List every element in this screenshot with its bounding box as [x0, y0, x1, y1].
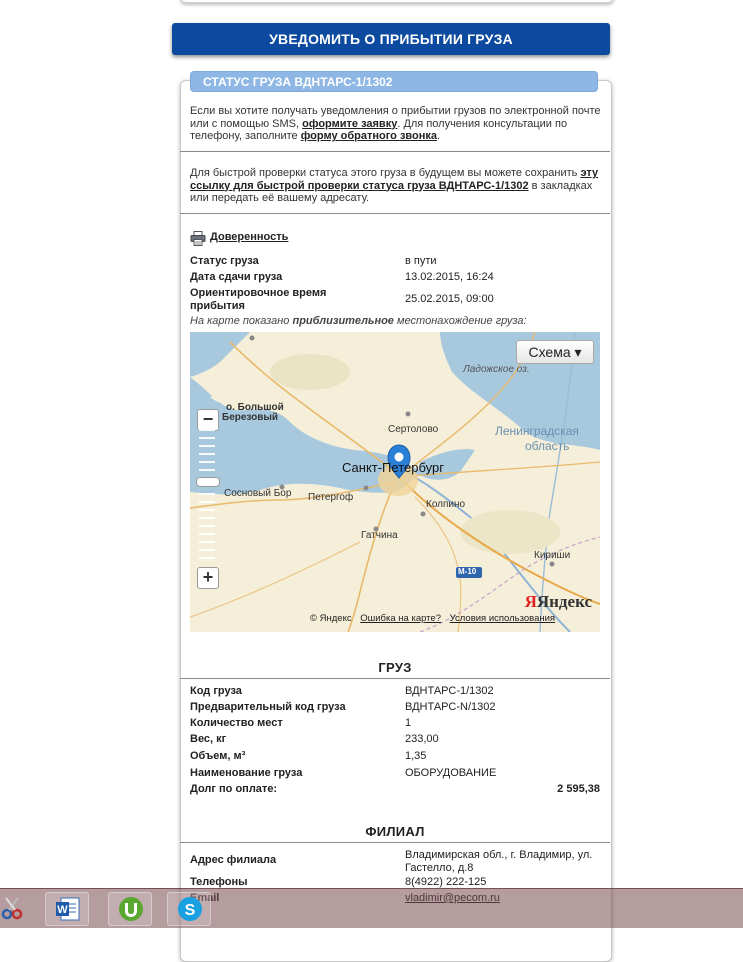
taskbar-skype[interactable] [167, 892, 211, 926]
prelim-code-label: Предварительный код груза [190, 701, 346, 713]
map-label-berezovy: Березовый [222, 412, 279, 423]
os-taskbar [0, 888, 743, 928]
volume-label: Объем, м³ [190, 750, 246, 762]
zoom-slider-track[interactable] [199, 429, 215, 567]
map-copyright: © Яндекс [310, 613, 352, 624]
map-label-sertolovo: Сертолово [388, 424, 439, 435]
map-canvas [190, 332, 600, 632]
map-label-kolpino: Колпино [426, 499, 466, 510]
map-note [190, 315, 527, 328]
quick-text-part: в закладках или передать её вашему адресату. [190, 179, 593, 204]
divider [180, 842, 610, 843]
divider [180, 213, 610, 214]
intro-text-part: Если вы хотите получать уведомления о прибытии грузов по электронной почте или с помощью SMS, [190, 105, 601, 130]
volume-value: 1,35 [405, 750, 427, 762]
places-count-value: 1 [405, 717, 412, 729]
scissors-icon [0, 895, 25, 921]
zoom-in-button[interactable]: + [197, 567, 219, 589]
map-label-kirishi: Кириши [534, 550, 571, 561]
prelim-code-value: ВДНТАРС-N/1302 [405, 701, 496, 713]
taskbar-snipping-tool[interactable] [0, 892, 34, 926]
zoom-out-button[interactable]: − [197, 409, 219, 431]
svg-text:S: S [184, 902, 196, 919]
map-error-link[interactable]: Ошибка на карте? [360, 613, 441, 624]
map-label-petergof: Петергоф [308, 492, 354, 503]
intro-text-part: . [437, 130, 441, 142]
callback-form-link[interactable]: форму обратного звонка [300, 130, 438, 142]
notification-intro-text [190, 105, 602, 143]
taskbar-utorrent[interactable] [108, 892, 152, 926]
map-note-part: На карте показано [190, 315, 290, 327]
apply-request-link[interactable]: оформите заявку [302, 117, 398, 130]
quick-check-link[interactable]: эту ссылку для быстрой проверки статуса груза ВДНТАРС-1/1302 [190, 167, 599, 192]
quick-check-text [190, 167, 602, 205]
branch-address-label: Адрес филиала [190, 854, 277, 866]
weight-label: Вес, кг [190, 733, 227, 745]
handover-date-label: Дата сдачи груза [190, 271, 283, 283]
map-label-sosnovy-bor: Сосновый Бор [224, 488, 292, 499]
cargo-code-value: ВДНТАРС-1/1302 [405, 685, 494, 697]
eta-value: 25.02.2015, 09:00 [405, 293, 494, 305]
cargo-location-map[interactable] [190, 332, 600, 632]
map-note-bold: приблизительное [292, 315, 394, 327]
phones-value: 8(4922) 222-125 [405, 876, 487, 888]
weight-value: 233,00 [405, 733, 439, 745]
map-note-part: местонахождение груза: [397, 315, 527, 327]
power-of-attorney-link[interactable]: Доверенность [210, 231, 289, 243]
cargo-name-value: ОБОРУДОВАНИЕ [405, 767, 497, 779]
status-value: в пути [405, 255, 437, 267]
word-icon [55, 896, 81, 922]
phones-label: Телефоны [190, 876, 248, 888]
debt-label: Долг по оплате: [190, 783, 278, 795]
branch-address-value: Владимирская обл., г. Владимир, ул. Гастелло, д.8 [405, 849, 593, 874]
intro-text-part: . Для получения консультации по телефону, заполните [190, 117, 568, 142]
cargo-section-title: ГРУЗ [378, 660, 412, 675]
debt-value: 2 595,38 [557, 783, 600, 795]
previous-panel-edge [180, 0, 614, 3]
yandex-logo: ЯЯндекс [524, 592, 592, 611]
notify-arrival-button[interactable]: УВЕДОМИТЬ О ПРИБЫТИИ ГРУЗА [172, 23, 610, 55]
eta-label: Ориентировочное время прибытия [190, 287, 327, 312]
quick-text-part: Для быстрой проверки статуса этого груза в будущем вы можете сохранить [190, 167, 578, 179]
places-count-label: Количество мест [190, 717, 283, 729]
branch-section-title: ФИЛИАЛ [365, 824, 425, 839]
map-label-ladoga: Ладожское оз. [463, 364, 530, 375]
map-footer [310, 613, 555, 624]
utorrent-icon [118, 896, 144, 922]
map-terms-link[interactable]: Условия использования [449, 613, 556, 624]
map-label-region-2: область [525, 439, 570, 453]
divider [180, 678, 610, 679]
map-label-spb: Санкт-Петербург [342, 460, 444, 475]
handover-date-value: 13.02.2015, 16:24 [405, 271, 494, 283]
svg-text:W: W [57, 904, 68, 916]
map-label-bolshoy: о. Большой [226, 402, 284, 413]
status-label: Статус груза [190, 255, 259, 267]
taskbar-word[interactable] [45, 892, 89, 926]
zoom-slider-handle[interactable] [196, 477, 220, 487]
map-road-label: M-10 [458, 567, 477, 576]
cargo-code-label: Код груза [190, 685, 242, 697]
cargo-name-label: Наименование груза [190, 767, 303, 779]
map-label-gatchina: Гатчина [361, 530, 398, 541]
map-type-dropdown[interactable]: Схема ▾ [516, 340, 594, 364]
status-panel-title: СТАТУС ГРУЗА ВДНТАРС-1/1302 [190, 71, 598, 92]
divider [180, 151, 610, 152]
map-label-region-1: Ленинградская [495, 424, 579, 438]
skype-icon [177, 896, 203, 922]
printer-icon[interactable] [190, 231, 206, 246]
